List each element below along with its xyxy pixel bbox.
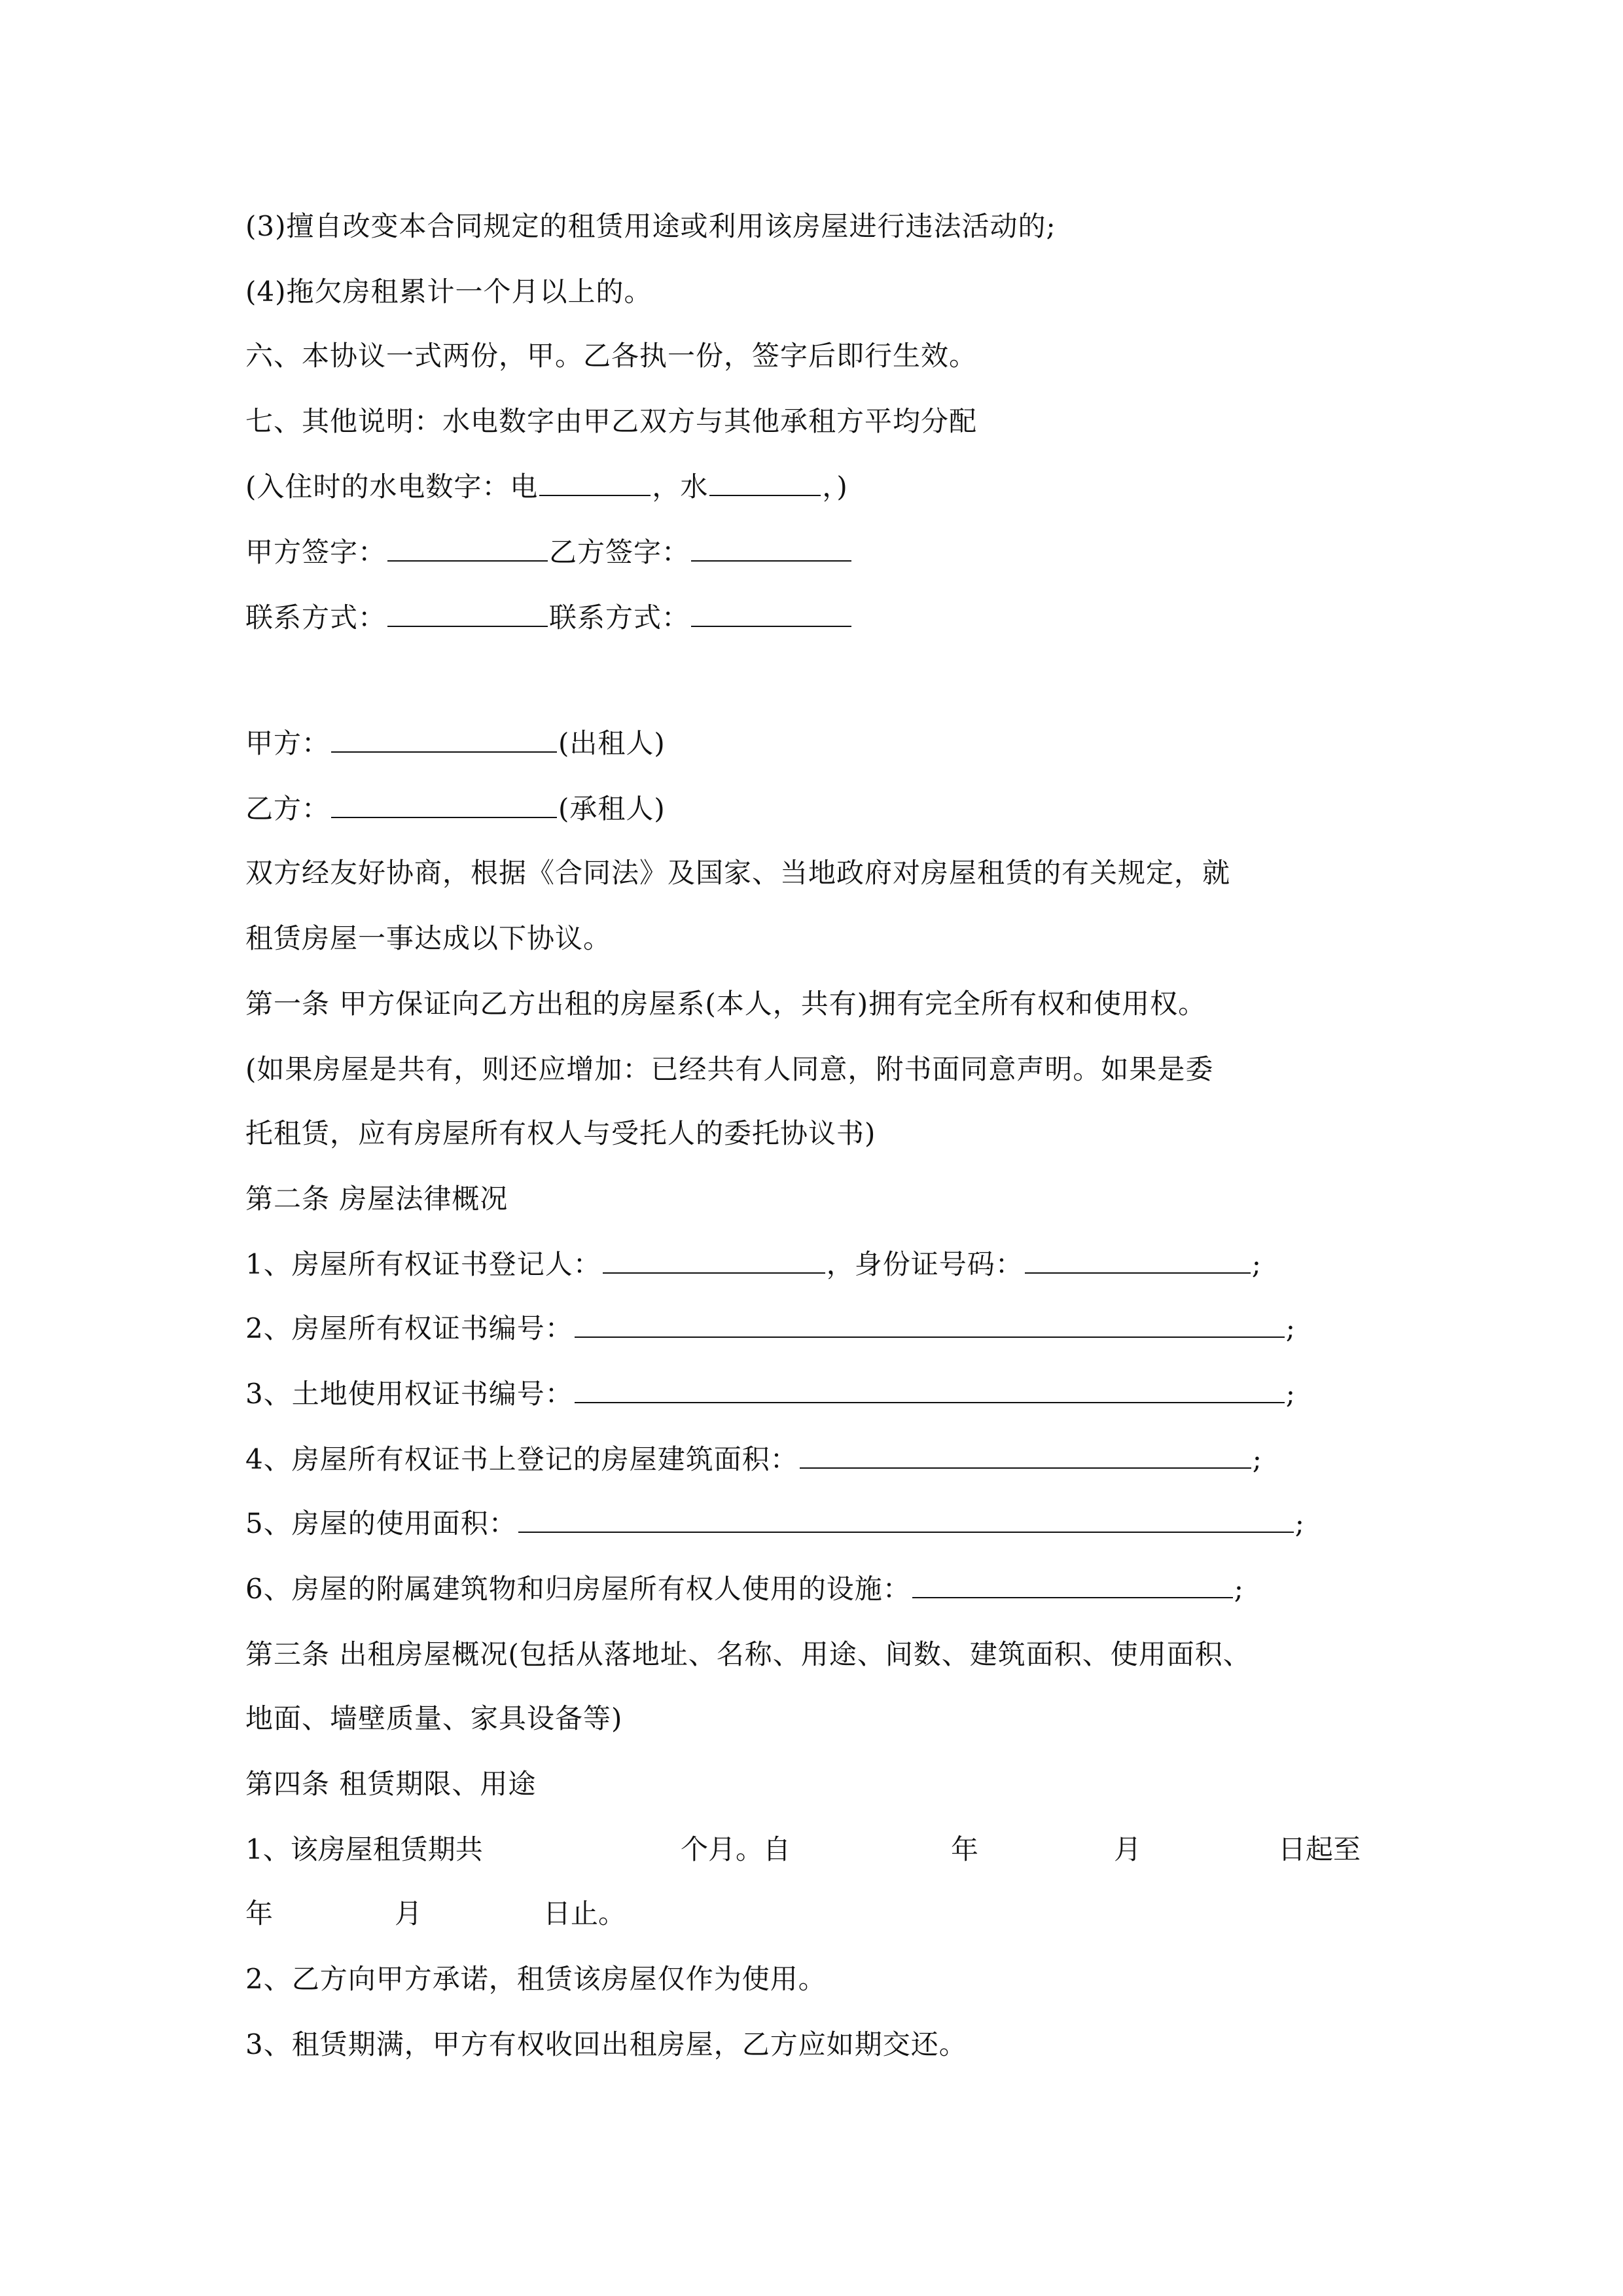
id-number-blank[interactable] <box>1025 1246 1251 1274</box>
building-area-blank[interactable] <box>800 1441 1251 1469</box>
lessee-name-blank[interactable] <box>331 791 557 818</box>
article-four-heading: 第四条 租赁期限、用途 <box>245 1768 537 1800</box>
party-a-signature-blank[interactable] <box>387 534 548 562</box>
preamble-line-2: 租赁房屋一事达成以下协议。 <box>245 922 612 954</box>
clause-item-4: (4)拖欠房租累计一个月以上的。 <box>245 276 652 308</box>
clause-six: 六、本协议一式两份，甲。乙各执一份，签字后即行生效。 <box>245 340 978 372</box>
preamble-line-1: 双方经友好协商，根据《合同法》及国家、当地政府对房屋租赁的有关规定，就 <box>245 857 1231 889</box>
building-area-line: 4、房屋所有权证书上登记的房屋建筑面积： ; <box>245 1441 1378 1480</box>
article-two-heading: 第二条 房屋法律概况 <box>245 1183 508 1215</box>
party-a-line: 甲方： (出租人) <box>245 725 1378 764</box>
water-reading-blank[interactable] <box>709 469 821 496</box>
signature-line: 甲方签字： 乙方签字： <box>245 534 1378 573</box>
facilities-blank[interactable] <box>912 1571 1233 1598</box>
ownership-cert-line: 2、房屋所有权证书编号： ; <box>245 1310 1378 1350</box>
usable-area-line: 5、房屋的使用面积： ; <box>245 1505 1378 1545</box>
usable-area-blank[interactable] <box>518 1505 1294 1533</box>
party-b-line: 乙方： (承租人) <box>245 791 1378 830</box>
article-one-note-1: (如果房屋是共有，则还应增加：已经共有人同意，附书面同意声明。如果是委 <box>245 1053 1214 1085</box>
party-a-contact-blank[interactable] <box>387 600 548 627</box>
article-three-line-1: 第三条 出租房屋概况(包括从落地址、名称、用途、间数、建筑面积、使用面积、 <box>245 1638 1251 1670</box>
article-one: 第一条 甲方保证向乙方出租的房屋系(本人，共有)拥有完全所有权和使用权。 <box>245 988 1207 1020</box>
land-cert-number-blank[interactable] <box>575 1376 1285 1403</box>
registered-owner-blank[interactable] <box>603 1246 825 1274</box>
land-cert-line: 3、土地使用权证书编号： ; <box>245 1376 1378 1415</box>
lessor-name-blank[interactable] <box>331 725 557 753</box>
electricity-reading-blank[interactable] <box>539 469 651 496</box>
lease-expiry-line: 3、租赁期满，甲方有权收回出租房屋，乙方应如期交还。 <box>245 2028 967 2060</box>
lease-use-line: 2、乙方向甲方承诺，租赁该房屋仅作为使用。 <box>245 1963 827 1995</box>
lease-term-line-1: 1、该房屋租赁期共 个月。自 年 月 日起至 <box>245 1833 1361 1865</box>
utility-reading-line: (入住时的水电数字：电 ，水 ，) <box>245 469 1378 508</box>
party-b-contact-blank[interactable] <box>691 600 851 627</box>
ownership-cert-number-blank[interactable] <box>575 1310 1285 1338</box>
article-three-line-2: 地面、墙壁质量、家具设备等) <box>245 1702 623 1734</box>
clause-seven: 七、其他说明：水电数字由甲乙双方与其他承租方平均分配 <box>245 405 978 437</box>
lease-term-line-2: 年 月 日止。 <box>245 1897 626 1929</box>
contact-line: 联系方式： 联系方式： <box>245 600 1378 639</box>
article-one-note-2: 托租赁，应有房屋所有权人与受托人的委托协议书) <box>245 1117 876 1149</box>
facilities-line: 6、房屋的附属建筑物和归房屋所有权人使用的设施： ; <box>245 1571 1378 1610</box>
party-b-signature-blank[interactable] <box>691 534 851 562</box>
clause-item-3: (3)擅自改变本合同规定的租赁用途或利用该房屋进行违法活动的; <box>245 210 1056 242</box>
owner-registration-line: 1、房屋所有权证书登记人： ，身份证号码： ; <box>245 1246 1378 1285</box>
